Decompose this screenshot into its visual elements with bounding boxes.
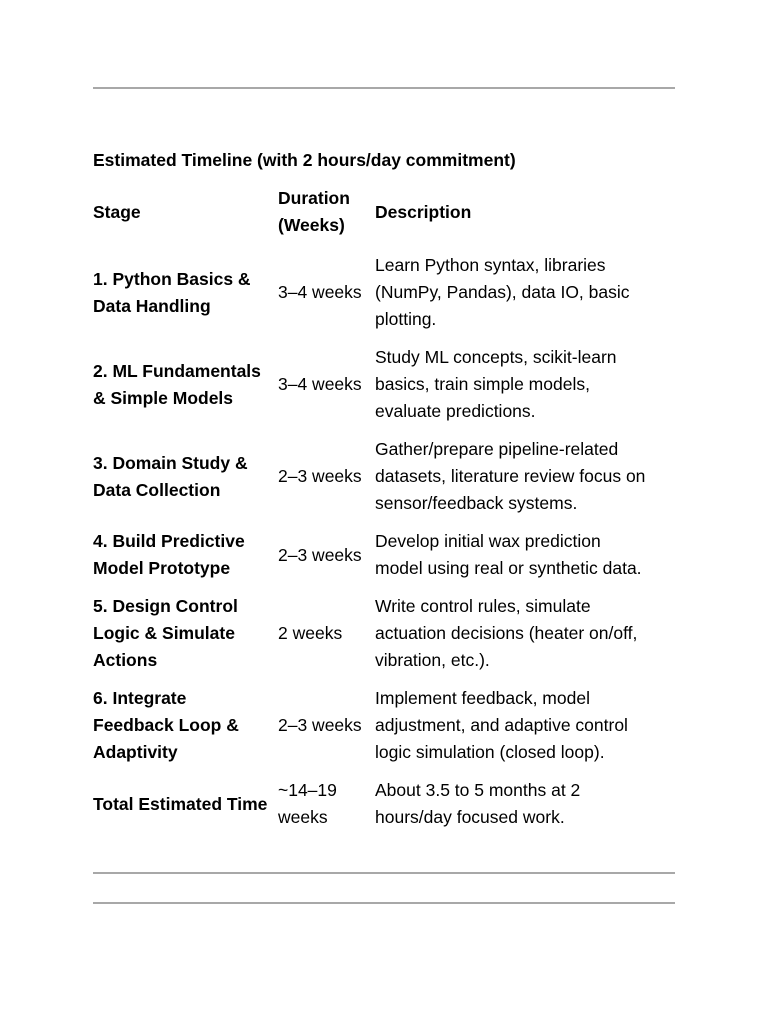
- cell-duration: [278, 249, 375, 341]
- cell-description: [375, 249, 675, 341]
- cell-description: [375, 682, 675, 774]
- stage-line: 6. Integrate: [93, 688, 187, 708]
- cell-description: [375, 433, 675, 525]
- table-row: [93, 774, 675, 839]
- description-line: Develop initial wax prediction: [375, 531, 601, 551]
- stage-line: & Simple Models: [93, 387, 234, 408]
- cell-description: [375, 525, 675, 590]
- header-duration: [278, 185, 375, 249]
- cell-stage: [93, 433, 278, 525]
- description-line: Learn Python syntax, libraries: [375, 255, 606, 275]
- description-line: model using real or synthetic data.: [375, 558, 642, 578]
- cell-stage: [93, 682, 278, 774]
- duration-line: 2 weeks: [278, 623, 343, 643]
- description-line: actuation decisions (heater on/off,: [375, 623, 638, 643]
- duration-line: ~14–19: [278, 780, 337, 800]
- table-row: [93, 525, 675, 590]
- cell-duration: [278, 525, 375, 590]
- description-line: evaluate predictions.: [375, 401, 536, 421]
- cell-stage: [93, 774, 278, 839]
- stage-line: Logic & Simulate: [93, 623, 235, 643]
- horizontal-rule-bottom-second: [93, 902, 675, 904]
- stage-line: 1. Python Basics &: [93, 268, 251, 289]
- cell-description: [375, 774, 675, 839]
- stage-line: Feedback Loop &: [93, 715, 239, 735]
- cell-description: [375, 590, 675, 682]
- description-line: (NumPy, Pandas), data IO, basic: [375, 282, 630, 302]
- cell-duration: [278, 433, 375, 525]
- duration-line: 2–3 weeks: [278, 715, 362, 735]
- description-line: sensor/feedback systems.: [375, 493, 578, 513]
- duration-line: 2–3 weeks: [278, 466, 362, 486]
- stage-line: 3. Domain Study &: [93, 452, 248, 473]
- description-line: Gather/prepare pipeline-related: [375, 439, 619, 459]
- cell-stage: [93, 249, 278, 341]
- table-row: [93, 433, 675, 525]
- header-duration-line2: (Weeks): [278, 215, 345, 235]
- description-line: logic simulation (closed loop).: [375, 742, 605, 762]
- table-header-row: [93, 185, 675, 249]
- description-line: Study ML concepts, scikit-learn: [375, 347, 617, 367]
- stage-line: Data Handling: [93, 295, 211, 316]
- stage-line: Model Prototype: [93, 558, 231, 578]
- table-body: [93, 249, 675, 839]
- cell-duration: [278, 590, 375, 682]
- description-line: plotting.: [375, 309, 437, 329]
- description-line: Implement feedback, model: [375, 688, 590, 708]
- table-row: [93, 249, 675, 341]
- duration-line: weeks: [278, 807, 328, 827]
- cell-duration: [278, 682, 375, 774]
- stage-line: 4. Build Predictive: [93, 531, 245, 551]
- header-stage: Stage: [93, 201, 141, 222]
- duration-line: 3–4 weeks: [278, 282, 362, 302]
- horizontal-rule-top: [93, 87, 675, 89]
- header-duration-line1: Duration: [278, 188, 350, 208]
- cell-stage: [93, 525, 278, 590]
- description-line: vibration, etc.).: [375, 650, 490, 670]
- table-caption: Estimated Timeline (with 2 hours/day commitment): [93, 150, 516, 170]
- stage-line: 2. ML Fundamentals: [93, 360, 261, 381]
- table-row: [93, 590, 675, 682]
- description-line: datasets, literature review focus on: [375, 466, 646, 486]
- description-line: basics, train simple models,: [375, 374, 590, 394]
- duration-line: 2–3 weeks: [278, 544, 362, 565]
- cell-stage: [93, 590, 278, 682]
- stage-line: Data Collection: [93, 479, 221, 500]
- stage-line: Adaptivity: [93, 742, 178, 762]
- horizontal-rule-bottom: [93, 872, 675, 874]
- description-line: About 3.5 to 5 months at 2: [375, 780, 581, 800]
- description-line: adjustment, and adaptive control: [375, 715, 628, 735]
- table-row: [93, 682, 675, 774]
- description-line: Write control rules, simulate: [375, 596, 591, 616]
- header-description: Description: [375, 201, 472, 222]
- duration-line: 3–4 weeks: [278, 374, 362, 394]
- stage-line: 5. Design Control: [93, 596, 238, 616]
- cell-duration: [278, 341, 375, 433]
- stage-line: Total Estimated Time: [93, 793, 268, 814]
- cell-stage: [93, 341, 278, 433]
- cell-duration: [278, 774, 375, 839]
- table-row: [93, 341, 675, 433]
- timeline-table: [93, 185, 675, 839]
- description-line: hours/day focused work.: [375, 807, 565, 827]
- stage-line: Actions: [93, 650, 158, 670]
- cell-description: [375, 341, 675, 433]
